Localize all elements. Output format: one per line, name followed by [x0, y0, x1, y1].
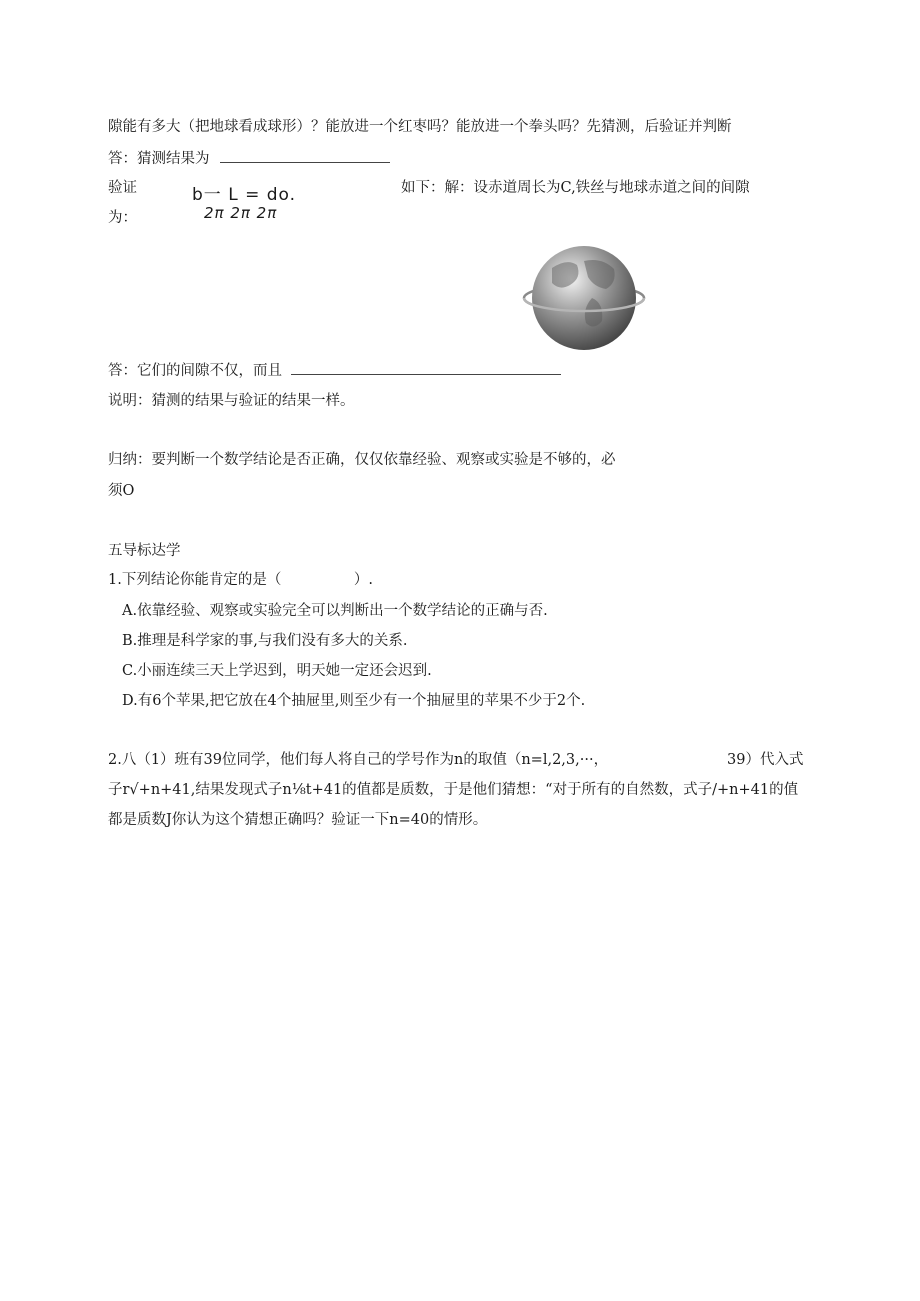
formula-denominators: 2π 2π 2π: [204, 204, 278, 222]
formula: [192, 186, 296, 222]
explanation: 说明：猜测的结果与验证的结果一样。: [108, 393, 355, 409]
problem-text-line: 隙能有多大（把地球看成球形）？能放进一个红枣吗？能放进一个拳头吗？先猜测，后验证并判断: [108, 119, 732, 135]
summary-line-2: 须O: [108, 483, 135, 499]
section-heading: 五导标达学: [108, 543, 181, 559]
guess-answer-blank: [220, 148, 390, 163]
solution-text: 如下：解：设赤道周长为C,铁丝与地球赤道之间的间隙: [401, 180, 750, 196]
summary-line-1: 归纳：要判断一个数学结论是否正确，仅仅依靠经验、观察或实验是不够的，必: [108, 452, 616, 468]
guess-answer-label: 答：猜测结果为: [108, 151, 210, 167]
answer-2-blank: [291, 360, 561, 375]
question-2-line-2: 子r√+n+41,结果发现式子n⅛t+41的值都是质数，于是他们猜想：“对于所有的自然数，式子/+n+41的值: [108, 782, 799, 798]
question-1: 1.下列结论你能肯定的是（ ）.: [108, 572, 373, 588]
option-d: D.有6个苹果,把它放在4个抽屉里,则至少有一个抽屉里的苹果不少于2个.: [122, 693, 586, 709]
verify-label-1: 验证: [108, 180, 137, 196]
option-a: A.依靠经验、观察或实验完全可以判断出一个数学结论的正确与否.: [122, 603, 548, 619]
option-c: C.小丽连续三天上学迟到，明天她一定还会迟到.: [122, 663, 432, 679]
question-2-line-3: 都是质数J你认为这个猜想正确吗？验证一下n=40的情形。: [108, 812, 488, 828]
globe-image: [522, 243, 646, 357]
question-2-line-1a: 2.八（1）班有39位同学，他们每人将自己的学号作为n的取值（n=l,2,3,···，: [108, 752, 609, 768]
verify-label-2: 为：: [108, 210, 137, 226]
question-2-line-1b: 39）代入式: [727, 752, 804, 768]
answer-line-2: [108, 360, 561, 381]
guess-answer-line: [108, 148, 390, 169]
option-b: B.推理是科学家的事,与我们没有多大的关系.: [122, 633, 408, 649]
formula-numerators: b一 L = do.: [192, 185, 297, 205]
answer-2-label: 答：它们的间隙不仅，而且: [108, 363, 282, 379]
